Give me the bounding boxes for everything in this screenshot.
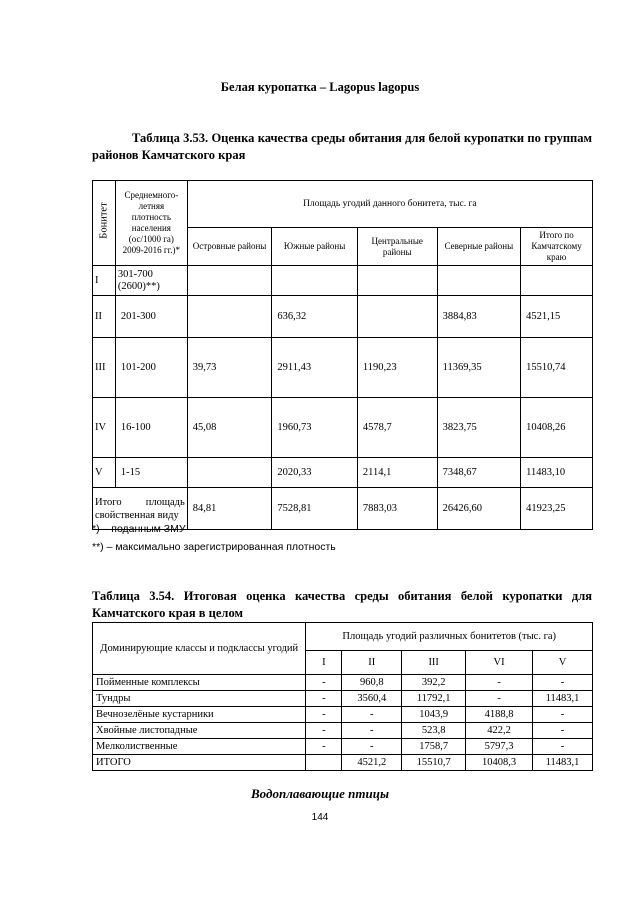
table-row <box>93 723 593 739</box>
value-cell: 2114,1 <box>357 458 437 488</box>
value-cell: 11369,35 <box>437 338 521 398</box>
col-header-total: Итого по Камчатскому краю <box>521 228 593 266</box>
value-cell: - <box>466 691 533 707</box>
value-cell: 1043,9 <box>402 707 466 723</box>
value-cell: 10408,3 <box>466 755 533 771</box>
header-area: Площадь угодий данного бонитета, тыс. га <box>187 181 592 228</box>
table-total-row <box>93 755 593 771</box>
value-cell: 636,32 <box>272 296 358 338</box>
table-row <box>93 707 593 723</box>
table-53 <box>92 180 593 530</box>
value-cell: 1758,7 <box>402 739 466 755</box>
value-cell: 11483,1 <box>533 691 593 707</box>
value-cell: 7348,67 <box>437 458 521 488</box>
value-cell <box>357 296 437 338</box>
bonitet-cell: V <box>93 458 116 488</box>
header-density: Среднемного-летняя плотность населения (ос/1000 га) 2009-2016 гг.)* <box>115 181 187 266</box>
value-cell: 11792,1 <box>402 691 466 707</box>
total-value-cell: 84,81 <box>187 488 272 530</box>
value-cell: - <box>533 723 593 739</box>
value-cell: 10408,26 <box>521 398 593 458</box>
table-row <box>93 338 593 398</box>
density-cell: 1-15 <box>115 458 187 488</box>
value-cell: - <box>306 675 342 691</box>
value-cell <box>272 266 358 296</box>
table-row <box>93 398 593 458</box>
density-cell: 16-100 <box>115 398 187 458</box>
value-cell: - <box>533 739 593 755</box>
value-cell: 4521,2 <box>342 755 402 771</box>
row-label: ИТОГО <box>93 755 306 771</box>
bonitet-cell: III <box>93 338 116 398</box>
value-cell: - <box>342 707 402 723</box>
total-value-cell: 41923,25 <box>521 488 593 530</box>
footnotes <box>92 520 336 556</box>
col-header-south: Южные районы <box>272 228 358 266</box>
value-cell: 2911,43 <box>272 338 358 398</box>
value-cell: - <box>306 707 342 723</box>
value-cell: 5797,3 <box>466 739 533 755</box>
subheading: Водоплавающие птицы <box>251 786 389 801</box>
total-value-cell: 26426,60 <box>437 488 521 530</box>
value-cell: 15510,74 <box>521 338 593 398</box>
value-cell: - <box>306 739 342 755</box>
row-label: Мелколиственные <box>93 739 306 755</box>
value-cell: 3884,83 <box>437 296 521 338</box>
value-cell: - <box>306 723 342 739</box>
table-54 <box>92 622 593 771</box>
value-cell: 4188,8 <box>466 707 533 723</box>
table-row <box>93 691 593 707</box>
density-cell: 101-200 <box>115 338 187 398</box>
value-cell: 3560,4 <box>342 691 402 707</box>
table-53-caption <box>92 130 592 164</box>
footnote-2: **) – максимально зарегистрированная плотность <box>92 541 336 553</box>
row-label: Тундры <box>93 691 306 707</box>
col-header-4: VI <box>466 651 533 675</box>
value-cell <box>187 296 272 338</box>
row-label: Вечнозелёные кустарники <box>93 707 306 723</box>
value-cell: 3823,75 <box>437 398 521 458</box>
page-number: 144 <box>311 812 329 823</box>
value-cell: 15510,7 <box>402 755 466 771</box>
bonitet-cell: II <box>93 296 116 338</box>
value-cell <box>521 266 593 296</box>
value-cell <box>357 266 437 296</box>
footnote-1: *) – поданным ЗМУ <box>92 523 186 535</box>
row-label: Хвойные листопадные <box>93 723 306 739</box>
value-cell: 1960,73 <box>272 398 358 458</box>
col-header-3: III <box>402 651 466 675</box>
value-cell: 39,73 <box>187 338 272 398</box>
value-cell: 4578,7 <box>357 398 437 458</box>
density-cell: 301-700 (2600)**) <box>115 266 187 296</box>
value-cell: - <box>342 739 402 755</box>
col-header-5: V <box>533 651 593 675</box>
density-cell: 201-300 <box>115 296 187 338</box>
value-cell: 422,2 <box>466 723 533 739</box>
col-header-1: I <box>306 651 342 675</box>
value-cell: 45,08 <box>187 398 272 458</box>
value-cell <box>437 266 521 296</box>
section-title: Белая куропатка – Lagopus lagopus <box>220 80 420 94</box>
value-cell: 2020,33 <box>272 458 358 488</box>
table-54-caption: Таблица 3.54. Итоговая оценка качества среды обитания белой куропатки для Камчатского края в целом <box>92 589 592 620</box>
value-cell <box>306 755 342 771</box>
bonitet-cell: I <box>93 266 116 296</box>
value-cell: - <box>466 675 533 691</box>
value-cell: 11483,1 <box>533 755 593 771</box>
header-area: Площадь угодий различных бонитетов (тыс. га) <box>306 623 593 651</box>
header-bonitet: Бонитет <box>93 181 116 266</box>
value-cell: 1190,23 <box>357 338 437 398</box>
bonitet-cell: IV <box>93 398 116 458</box>
col-header-island: Островные районы <box>187 228 272 266</box>
value-cell: 11483,10 <box>521 458 593 488</box>
table-row <box>93 266 593 296</box>
table-53-caption-text: Таблица 3.53. Оценка качества среды обитания для белой куропатки по группам районов Камчатского края <box>92 131 592 162</box>
value-cell: - <box>533 707 593 723</box>
value-cell: 523,8 <box>402 723 466 739</box>
value-cell: - <box>533 675 593 691</box>
col-header-north: Северные районы <box>437 228 521 266</box>
value-cell: - <box>342 723 402 739</box>
table-row <box>93 739 593 755</box>
value-cell: - <box>306 691 342 707</box>
total-value-cell: 7528,81 <box>272 488 358 530</box>
value-cell <box>187 458 272 488</box>
table-row <box>93 675 593 691</box>
header-classes: Доминирующие классы и подклассы угодий <box>93 623 306 675</box>
col-header-central: Центральные районы <box>357 228 437 266</box>
value-cell: 960,8 <box>342 675 402 691</box>
col-header-2: II <box>342 651 402 675</box>
total-label: Итого площадь свойственная виду <box>93 488 188 530</box>
value-cell: 392,2 <box>402 675 466 691</box>
table-row <box>93 458 593 488</box>
total-value-cell: 7883,03 <box>357 488 437 530</box>
value-cell <box>187 266 272 296</box>
table-row <box>93 296 593 338</box>
row-label: Пойменные комплексы <box>93 675 306 691</box>
value-cell: 4521,15 <box>521 296 593 338</box>
